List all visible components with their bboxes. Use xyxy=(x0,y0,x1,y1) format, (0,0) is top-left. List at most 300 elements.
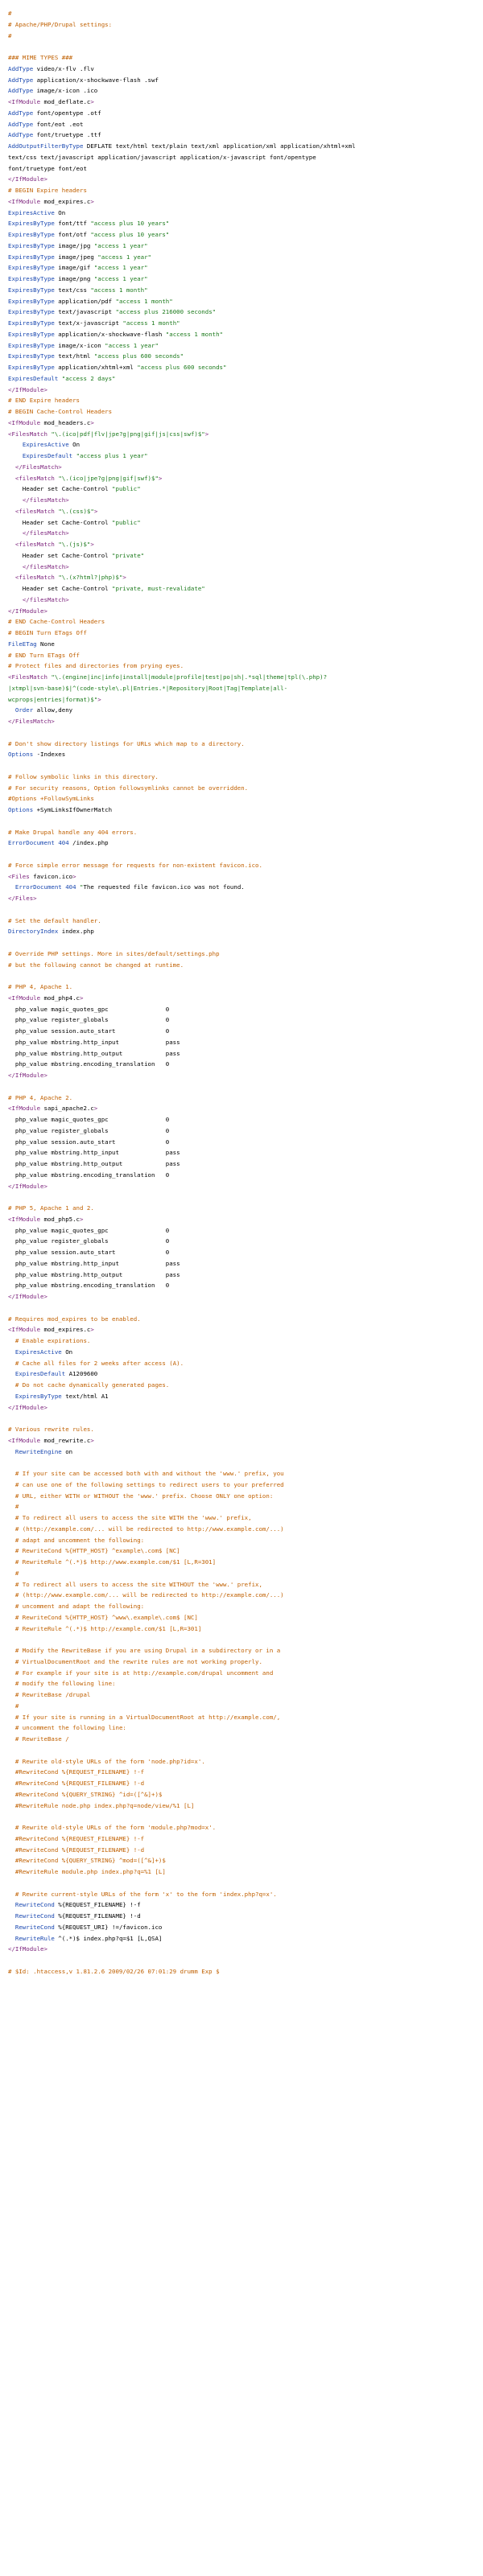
code-token-section: <FilesMatch xyxy=(8,430,47,438)
code-line xyxy=(8,1645,483,1656)
code-token-section: > xyxy=(90,541,94,548)
code-line xyxy=(8,1612,483,1623)
code-token-section: <FilesMatch xyxy=(8,673,47,681)
code-token-section: </FilesMatch> xyxy=(8,718,55,725)
code-token-comment: #RewriteCond %{REQUEST_FILENAME} !-d xyxy=(14,1846,145,1854)
code-token-comment: # For example if your site is at http://example.com/drupal uncomment and xyxy=(14,1669,274,1677)
code-token-plain: mod_expires.c xyxy=(40,197,91,205)
code-token-comment: #RewriteCond %{REQUEST_FILENAME} !-d xyxy=(14,1780,145,1787)
code-token-plain xyxy=(8,1758,15,1765)
code-line xyxy=(8,1070,483,1081)
code-token-directive: ExpiresByType xyxy=(8,264,55,272)
code-line xyxy=(8,395,483,406)
code-line xyxy=(8,406,483,418)
code-token-comment: # adapt and uncomment the following: xyxy=(14,1536,145,1544)
code-line xyxy=(8,1269,483,1281)
code-line xyxy=(8,174,483,185)
code-line xyxy=(8,296,483,307)
code-token-directive: ExpiresByType xyxy=(8,308,55,316)
code-line xyxy=(8,1203,483,1214)
code-line xyxy=(8,318,483,329)
code-token-plain xyxy=(8,1846,15,1854)
code-token-comment: # PHP 5, Apache 1 and 2. xyxy=(8,1204,94,1212)
code-token-directive: Options xyxy=(8,806,34,813)
code-line xyxy=(8,108,483,119)
code-token-plain: application/x-shockwave-flash xyxy=(54,330,166,338)
code-line xyxy=(8,1955,483,1966)
code-line xyxy=(8,1147,483,1158)
code-token-section: > xyxy=(90,1436,94,1444)
code-line xyxy=(8,1103,483,1114)
code-line xyxy=(8,1689,483,1701)
code-line xyxy=(8,1479,483,1491)
code-token-plain xyxy=(8,574,15,581)
code-line xyxy=(8,1855,483,1866)
code-token-plain: application/xhtml+xml xyxy=(54,364,138,371)
code-token-comment: # Various rewrite rules. xyxy=(8,1426,94,1433)
code-line xyxy=(8,1170,483,1181)
code-token-section: > xyxy=(90,1326,94,1334)
code-line xyxy=(8,1722,483,1734)
code-line xyxy=(8,1811,483,1822)
code-line xyxy=(8,1656,483,1668)
code-token-string: "access plus 10 years" xyxy=(90,231,170,238)
code-token-plain xyxy=(8,1735,15,1743)
code-line xyxy=(8,739,483,750)
code-line xyxy=(8,1258,483,1269)
code-token-string: "private" xyxy=(112,551,145,559)
code-token-string: "access 1 month" xyxy=(90,286,148,294)
code-line xyxy=(8,1291,483,1302)
code-line xyxy=(8,993,483,1004)
code-token-comment: # Don't show directory listings for URLs which map to a directory. xyxy=(8,739,245,747)
code-token-plain xyxy=(8,463,15,471)
code-token-plain: font/truetype font/eot xyxy=(8,164,87,172)
code-line xyxy=(8,130,483,141)
code-token-string: "public" xyxy=(112,485,141,493)
code-line xyxy=(8,804,483,816)
code-token-section: > xyxy=(90,197,94,205)
code-line xyxy=(8,1214,483,1225)
code-line xyxy=(8,152,483,163)
code-token-directive: RewriteCond xyxy=(14,1923,55,1931)
code-token-string: "private, must-revalidate" xyxy=(112,585,205,592)
code-line xyxy=(8,904,483,916)
code-line xyxy=(8,1623,483,1635)
code-token-section: > xyxy=(93,507,98,515)
code-token-plain xyxy=(8,596,23,603)
code-token-comment: # END Turn ETags Off xyxy=(8,651,80,659)
code-line xyxy=(8,1324,483,1335)
code-token-directive: AddOutputFilterByType xyxy=(8,142,84,150)
code-token-plain: php_value mbstring.encoding_translation 0 xyxy=(8,1060,170,1068)
code-token-plain: Header set Cache-Control xyxy=(8,551,113,559)
code-token-plain xyxy=(8,1537,15,1544)
code-token-string: " xyxy=(80,883,84,891)
code-line xyxy=(8,274,483,285)
code-line xyxy=(8,650,483,661)
code-token-section: > xyxy=(90,418,94,426)
code-token-plain: +SymLinksIfOwnerMatch xyxy=(33,806,113,813)
code-token-directive: ExpiresDefault xyxy=(8,374,59,382)
code-token-plain xyxy=(8,1802,15,1809)
code-token-comment: # Set the default handler. xyxy=(8,916,101,924)
code-token-comment: # uncomment the following line: xyxy=(14,1724,126,1732)
code-token-plain xyxy=(8,1824,15,1831)
code-token-plain xyxy=(8,496,23,504)
code-token-directive: RewriteCond xyxy=(14,1912,55,1920)
code-token-comment: # Make Drupal handle any 404 errors. xyxy=(8,828,138,836)
code-line xyxy=(8,351,483,362)
code-token-plain: ^(.*)$ index.php?q=$1 [L,QSA] xyxy=(54,1934,163,1942)
code-token-plain: php_value mbstring.encoding_translation 0 xyxy=(8,1282,170,1290)
code-line xyxy=(8,262,483,274)
code-token-plain xyxy=(8,1647,15,1654)
code-token-string: "\.(engine|inc|info|install|module|profile|test|po|sh|.*sql|theme|tpl(\.php)? xyxy=(51,673,328,681)
code-token-plain xyxy=(8,1691,15,1698)
code-line xyxy=(8,628,483,639)
code-token-plain: mod_deflate.c xyxy=(40,98,91,105)
code-token-plain: DEFLATE text/html text/plain text/xml application/xml application/xhtml+xml xyxy=(83,142,356,150)
code-line xyxy=(8,694,483,706)
code-line xyxy=(8,716,483,727)
code-line xyxy=(8,1247,483,1258)
code-line xyxy=(8,1545,483,1557)
code-token-directive: ExpiresByType xyxy=(8,341,55,349)
code-line xyxy=(8,218,483,229)
code-line xyxy=(8,916,483,927)
code-line xyxy=(8,1878,483,1889)
code-line xyxy=(8,583,483,595)
code-token-comment: # END Cache-Control Headers xyxy=(8,618,105,626)
code-token-plain xyxy=(8,1348,15,1356)
code-token-directive: AddType xyxy=(8,109,34,117)
code-token-comment: #Options +FollowSymLinks xyxy=(8,795,94,803)
code-token-comment: # Protect files and directories from prying eyes. xyxy=(8,662,184,670)
code-line xyxy=(8,749,483,760)
code-token-section: </IfModule> xyxy=(8,175,47,183)
code-line xyxy=(8,517,483,529)
code-line xyxy=(8,1668,483,1679)
code-token-comment: # Rewrite old-style URLs of the form 'module.php?mod=x'. xyxy=(14,1824,217,1831)
code-token-plain xyxy=(8,1370,15,1377)
code-token-string: "access 2 days" xyxy=(61,374,116,382)
code-token-string: "access plus 216000 seconds" xyxy=(115,308,217,316)
code-line xyxy=(8,307,483,318)
code-line xyxy=(8,1358,483,1369)
code-line xyxy=(8,75,483,86)
code-token-comment: # To redirect all users to access the site WITHOUT the 'www.' prefix, xyxy=(14,1580,262,1588)
code-token-plain: php_value mbstring.http_output pass xyxy=(8,1270,180,1278)
code-token-plain: -Indexes xyxy=(33,751,66,759)
code-line xyxy=(8,1756,483,1767)
code-token-plain: The requested file favicon.ico was not found. xyxy=(83,883,245,891)
code-line xyxy=(8,285,483,296)
code-token-section: </IfModule> xyxy=(8,385,47,393)
code-token-plain: On xyxy=(61,1348,73,1356)
code-token-comment: #RewriteCond %{QUERY_STRING} ^mod=([^&]+)$ xyxy=(14,1857,166,1865)
code-token-plain: video/x-flv .flv xyxy=(33,64,94,72)
code-token-comment: # PHP 4, Apache 1. xyxy=(8,983,73,990)
code-token-plain: application/pdf xyxy=(54,297,116,305)
code-line xyxy=(8,1391,483,1402)
code-token-directive: ExpiresByType xyxy=(8,275,55,282)
code-token-comment: # (http://www.example.com/... will be redirected to http://example.com/...) xyxy=(14,1591,284,1599)
code-line xyxy=(8,484,483,495)
code-line xyxy=(8,373,483,385)
code-line xyxy=(8,1767,483,1778)
code-token-plain xyxy=(8,1525,15,1533)
code-token-plain xyxy=(8,1680,15,1687)
code-token-directive: ExpiresActive xyxy=(8,208,55,216)
code-line xyxy=(8,1568,483,1579)
code-token-plain xyxy=(8,1658,15,1665)
code-token-directive: ExpiresByType xyxy=(8,231,55,238)
code-token-plain xyxy=(8,541,15,548)
code-token-section: <filesMatch xyxy=(14,574,55,582)
code-token-section: > xyxy=(158,474,163,482)
code-token-string: "\.(js)$" xyxy=(58,541,91,548)
code-line xyxy=(8,1158,483,1170)
code-token-plain: sapi_apache2.c xyxy=(40,1105,94,1113)
code-token-comment: # END Expire headers xyxy=(8,397,80,405)
code-token-plain: mod_php4.c xyxy=(40,994,80,1002)
code-token-comment: # RewriteCond %{HTTP_HOST} ^example\.com$ [NC] xyxy=(14,1547,180,1555)
code-line xyxy=(8,1314,483,1325)
code-token-plain: php_value session.auto_start 0 xyxy=(8,1249,170,1256)
code-line xyxy=(8,85,483,97)
code-line xyxy=(8,1634,483,1645)
code-token-section: </IfModule> xyxy=(8,1182,47,1190)
code-line xyxy=(8,1059,483,1070)
code-token-plain xyxy=(8,1724,15,1731)
code-token-directive: ErrorDocument xyxy=(14,883,62,891)
code-token-comment: # (http://example.com/... will be redirected to http://www.example.com/...) xyxy=(14,1525,284,1533)
code-token-comment: # RewriteBase / xyxy=(14,1735,69,1743)
code-token-comment: # Override PHP settings. More in sites/default/settings.php xyxy=(8,949,220,957)
code-token-plain xyxy=(8,1393,15,1400)
code-line xyxy=(8,462,483,473)
code-token-comment: # For security reasons, Option followsymlinks cannot be overridden. xyxy=(8,784,249,792)
code-token-comment: # Enable expirations. xyxy=(14,1337,91,1344)
code-token-comment: # BEGIN Turn ETags Off xyxy=(8,629,87,636)
code-token-section: </filesMatch> xyxy=(22,595,69,603)
code-token-section: </IfModule> xyxy=(8,607,47,615)
code-token-plain xyxy=(8,1360,15,1367)
code-line xyxy=(8,97,483,108)
code-token-comment: # RewriteBase /drupal xyxy=(14,1691,91,1698)
code-token-section: <IfModule xyxy=(8,1105,41,1113)
code-line xyxy=(8,1866,483,1878)
code-token-section: </IfModule> xyxy=(8,1403,47,1411)
code-line xyxy=(8,1590,483,1601)
code-token-plain: text/javascript xyxy=(54,308,116,316)
code-token-section: > xyxy=(90,98,94,105)
code-token-plain xyxy=(8,1448,15,1455)
code-line xyxy=(8,1491,483,1502)
code-token-plain: favicon.ico xyxy=(29,872,73,880)
code-token-section: </filesMatch> xyxy=(22,562,69,570)
code-token-comment: # xyxy=(8,31,12,39)
code-line xyxy=(8,495,483,506)
code-token-comment: # URL, either WITH or WITHOUT the 'www.' prefix. Choose ONLY one option: xyxy=(14,1492,274,1500)
code-token-plain xyxy=(8,1791,15,1798)
code-line xyxy=(8,1524,483,1535)
code-token-plain: Header set Cache-Control xyxy=(8,485,113,493)
code-token-comment: # Do not cache dynamically generated pages. xyxy=(14,1381,170,1389)
code-token-plain xyxy=(8,1337,15,1344)
code-token-section: <IfModule xyxy=(8,1436,41,1444)
code-line xyxy=(8,926,483,937)
code-token-comment: # uncomment and adapt the following: xyxy=(14,1603,145,1610)
code-token-comment: # $Id: .htaccess,v 1.81.2.6 2009/02/26 07:01:29 drumm Exp $ xyxy=(8,1967,220,1975)
code-token-comment: # BEGIN Expire headers xyxy=(8,187,87,194)
code-token-string: "access 1 year" xyxy=(93,275,148,282)
code-token-section: > xyxy=(122,574,126,582)
code-line xyxy=(8,606,483,617)
code-token-plain xyxy=(8,508,15,515)
code-line xyxy=(8,1004,483,1015)
code-token-plain xyxy=(8,1857,15,1864)
code-line xyxy=(8,64,483,75)
code-line xyxy=(8,727,483,739)
code-line xyxy=(8,1557,483,1568)
code-token-comment: # Requires mod_expires to be enabled. xyxy=(8,1315,141,1323)
code-token-comment: # Modify the RewriteBase if you are using Drupal in a subdirectory or in a xyxy=(14,1647,281,1654)
code-line xyxy=(8,1745,483,1756)
code-line xyxy=(8,252,483,263)
code-line xyxy=(8,1402,483,1414)
code-token-plain: On xyxy=(54,208,66,216)
code-line xyxy=(8,1512,483,1524)
code-line xyxy=(8,8,483,19)
code-token-section: > xyxy=(97,695,101,703)
code-line xyxy=(8,893,483,904)
code-line xyxy=(8,616,483,628)
code-line xyxy=(8,329,483,340)
code-token-string: "access plus 600 seconds" xyxy=(93,352,184,360)
code-line xyxy=(8,1789,483,1800)
code-token-plain: image/jpeg xyxy=(54,253,98,261)
code-line xyxy=(8,1712,483,1723)
code-line xyxy=(8,1037,483,1048)
code-token-section: </FilesMatch> xyxy=(14,463,62,471)
code-line xyxy=(8,41,483,52)
code-token-plain xyxy=(8,563,23,570)
code-token-string: "access 1 month" xyxy=(115,297,173,305)
code-token-comment: # can use one of the following settings to redirect users to your preferred xyxy=(14,1480,284,1488)
code-line xyxy=(8,451,483,462)
code-line xyxy=(8,1701,483,1712)
code-line xyxy=(8,1347,483,1358)
code-token-section: <filesMatch xyxy=(14,507,55,515)
code-token-plain: php_value session.auto_start 0 xyxy=(8,1027,170,1035)
code-token-string: "access plus 1 year" xyxy=(76,452,148,459)
code-line xyxy=(8,849,483,860)
code-token-directive: DirectoryIndex xyxy=(8,928,59,936)
code-token-comment: # xyxy=(14,1569,19,1577)
code-token-string: "\.(x?html?|php)$" xyxy=(58,574,123,582)
code-line xyxy=(8,639,483,650)
code-token-plain xyxy=(8,1591,15,1599)
code-token-plain: index.php xyxy=(58,928,94,936)
code-line xyxy=(8,1734,483,1745)
code-line xyxy=(8,660,483,672)
code-token-directive: AddType xyxy=(8,87,34,95)
code-token-section: <IfModule xyxy=(8,418,41,426)
code-line xyxy=(8,1501,483,1512)
code-line xyxy=(8,882,483,893)
code-token-section: </IfModule> xyxy=(8,1945,47,1953)
code-token-section: > xyxy=(80,994,84,1002)
code-line xyxy=(8,1225,483,1237)
code-token-directive: ExpiresByType xyxy=(8,286,55,294)
code-token-plain: %{REQUEST_FILENAME} !-d xyxy=(54,1912,141,1920)
code-token-plain: mod_rewrite.c xyxy=(40,1436,91,1444)
code-token-plain: php_value magic_quotes_gpc 0 xyxy=(8,1005,170,1013)
code-token-plain xyxy=(8,1868,15,1875)
code-line xyxy=(8,1181,483,1192)
code-token-plain: font/opentype .otf xyxy=(33,109,101,117)
code-token-plain xyxy=(8,1614,15,1621)
code-token-section: > xyxy=(93,1105,98,1113)
code-token-plain xyxy=(8,1503,15,1510)
code-line xyxy=(8,528,483,539)
code-token-plain xyxy=(8,475,15,482)
code-token-section: </IfModule> xyxy=(8,1293,47,1300)
code-line xyxy=(8,196,483,208)
code-token-comment: # BEGIN Cache-Control Headers xyxy=(8,408,113,415)
code-token-plain: font/eot .eot xyxy=(33,120,84,128)
code-line xyxy=(8,960,483,971)
code-token-plain: php_value mbstring.http_input pass xyxy=(8,1149,180,1157)
code-token-section: > xyxy=(80,1215,84,1223)
code-line xyxy=(8,772,483,783)
code-token-comment: ### MIME TYPES ### xyxy=(8,54,73,61)
code-line xyxy=(8,949,483,960)
code-line xyxy=(8,793,483,804)
code-line xyxy=(8,208,483,219)
code-line xyxy=(8,1125,483,1137)
code-token-plain: text/css text/javascript application/javascript application/x-javascript font/opentype xyxy=(8,153,316,161)
code-token-comment: #RewriteCond %{REQUEST_FILENAME} !-f xyxy=(14,1834,145,1842)
code-token-comment: # Cache all files for 2 weeks after access (A). xyxy=(14,1359,184,1367)
code-token-plain xyxy=(8,1547,15,1554)
code-token-directive: AddType xyxy=(8,120,34,128)
code-token-comment: # RewriteRule ^(.*)$ http://www.example.com/$1 [L,R=301] xyxy=(14,1558,217,1566)
code-token-directive: ExpiresByType xyxy=(8,297,55,305)
code-line xyxy=(8,473,483,484)
code-line xyxy=(8,1026,483,1037)
code-line xyxy=(8,1944,483,1955)
code-line xyxy=(8,185,483,196)
code-line xyxy=(8,595,483,606)
code-token-plain: A1209600 xyxy=(65,1370,98,1378)
code-token-plain: image/gif xyxy=(54,264,94,272)
code-token-comment: # If your site can be accessed both with and without the 'www.' prefix, you xyxy=(14,1470,284,1477)
code-token-plain xyxy=(8,706,15,714)
code-token-plain: mod_php5.c xyxy=(40,1215,80,1223)
code-line xyxy=(8,1446,483,1458)
code-token-comment: # PHP 4, Apache 2. xyxy=(8,1093,73,1101)
code-token-plain: php_value mbstring.http_input pass xyxy=(8,1259,180,1267)
code-token-plain: Header set Cache-Control xyxy=(8,585,113,592)
code-line xyxy=(8,362,483,373)
code-token-comment: # Rewrite current-style URLs of the form 'x' to the form 'index.php?q=x'. xyxy=(14,1890,277,1898)
code-line xyxy=(8,683,483,694)
code-token-comment: # modify the following line: xyxy=(14,1680,116,1688)
code-line xyxy=(8,1468,483,1479)
